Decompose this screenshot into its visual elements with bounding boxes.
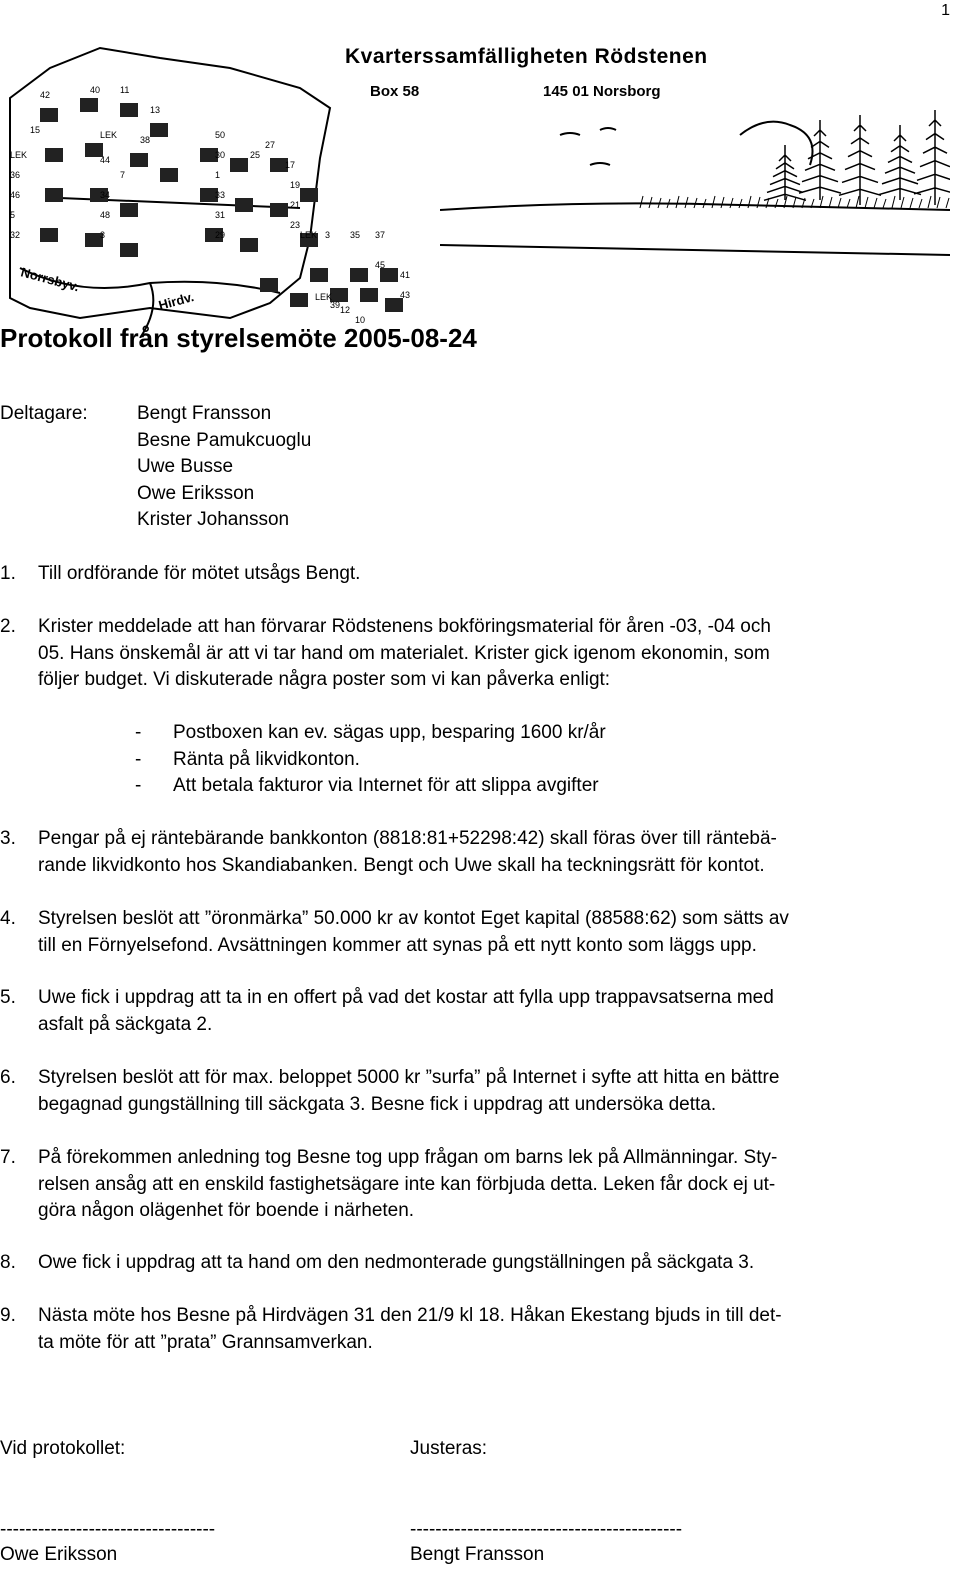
tree-drawing bbox=[764, 145, 806, 200]
svg-text:Hirdv.: Hirdv. bbox=[156, 289, 196, 313]
participants-label: Deltagare: bbox=[0, 403, 88, 424]
org-postal-address: 145 01 Norsborg bbox=[543, 83, 661, 100]
bullet-item: - Ränta på likvidkonton. bbox=[135, 747, 606, 774]
map-house-block bbox=[45, 148, 63, 162]
map-house-block bbox=[270, 203, 288, 217]
item-number: 4. bbox=[0, 908, 16, 929]
signature-line-right: ------------------------------------------- bbox=[410, 1519, 683, 1540]
map-label: 25 bbox=[250, 150, 261, 160]
map-label: 34 bbox=[100, 190, 111, 200]
map-label: LEK bbox=[100, 130, 118, 140]
letterhead bbox=[0, 20, 960, 325]
map-house-block bbox=[40, 228, 58, 242]
map-house-block bbox=[120, 243, 138, 257]
map-house-block bbox=[260, 278, 278, 292]
map-label: 10 bbox=[355, 315, 366, 325]
map-house-block bbox=[310, 268, 328, 282]
tree-drawing bbox=[839, 115, 881, 205]
map-label: 33 bbox=[215, 190, 226, 200]
map-house-block bbox=[230, 158, 248, 172]
participants-list bbox=[137, 401, 311, 534]
grass-stroke bbox=[883, 199, 886, 208]
map-label: 39 bbox=[330, 300, 341, 310]
map-house-block bbox=[120, 203, 138, 217]
map-label: 3 bbox=[100, 230, 106, 240]
grass-stroke bbox=[721, 197, 724, 208]
signature-line-left: ---------------------------------- bbox=[0, 1519, 216, 1540]
org-name: Kvarterssamfälligheten Rödstenen bbox=[345, 45, 708, 68]
map-house-block bbox=[120, 103, 138, 117]
map-label: 15 bbox=[30, 125, 41, 135]
map-label: 23 bbox=[290, 220, 301, 230]
map-label: 50 bbox=[215, 130, 226, 140]
map-label: 3 bbox=[325, 230, 331, 240]
grass-stroke bbox=[910, 198, 913, 208]
landscape-drawing bbox=[440, 100, 950, 300]
grass-stroke bbox=[919, 199, 922, 208]
map-label: 7 bbox=[120, 170, 126, 180]
grass-stroke bbox=[937, 197, 940, 208]
grass-stroke bbox=[676, 196, 679, 208]
map-label: 21 bbox=[290, 200, 301, 210]
grass-stroke bbox=[928, 196, 931, 208]
map-label: 30 bbox=[215, 150, 226, 160]
grass-stroke bbox=[865, 197, 868, 208]
item-text-line: ta möte för att ”prata” Grannsamverkan. bbox=[38, 1331, 373, 1353]
adjuster-name: Bengt Fransson bbox=[410, 1544, 545, 1565]
item-text-line: begagnad gungställning till säckgata 3. Besne fick i uppdrag att undersöka detta. bbox=[38, 1093, 717, 1115]
map-label: 11 bbox=[120, 85, 130, 95]
map-house-block bbox=[350, 268, 368, 282]
map-label: 35 bbox=[350, 230, 361, 240]
grass-stroke bbox=[946, 198, 949, 208]
map-label: 31 bbox=[215, 210, 226, 220]
map-label: 19 bbox=[290, 180, 301, 190]
item-text-line: Uwe fick i uppdrag att ta in en offert på vad det kostar att fylla upp trappavsatserna med bbox=[38, 987, 774, 1008]
agenda-item-2 bbox=[0, 614, 950, 694]
item-text-line: Krister meddelade att han förvarar Rödstenens bokföringsmaterial för åren -03, -04 och bbox=[38, 616, 771, 637]
grass-stroke bbox=[874, 198, 877, 208]
map-label: 37 bbox=[375, 230, 386, 240]
map-house-block bbox=[385, 298, 403, 312]
item-number: 9. bbox=[0, 1305, 16, 1326]
map-label: 43 bbox=[400, 290, 411, 300]
agenda-item-7 bbox=[0, 1145, 950, 1225]
map-label: LEK bbox=[10, 150, 28, 160]
map-house-block bbox=[360, 288, 378, 302]
page-number: 1 bbox=[941, 2, 950, 19]
secretary-name: Owe Eriksson bbox=[0, 1544, 118, 1565]
secretary-label: Vid protokollet: bbox=[0, 1438, 126, 1459]
item-text-line: 05. Hans önskemål är att vi tar hand om materialet. Krister gick igenom ekonomin, som bbox=[38, 642, 770, 664]
agenda-item-3 bbox=[0, 826, 950, 879]
agenda-item-5 bbox=[0, 985, 950, 1038]
grass-stroke bbox=[856, 196, 859, 208]
item-text-line: På förekommen anledning tog Besne tog upp frågan om barns lek på Allmänningar. Sty- bbox=[38, 1147, 778, 1168]
item-text-line: Pengar på ej räntebärande bankkonton (8818:81+52298:42) skall föras över till räntebä- bbox=[38, 828, 777, 849]
map-label: 40 bbox=[90, 85, 101, 95]
map-label: LEK bbox=[300, 230, 318, 240]
map-label: 48 bbox=[100, 210, 111, 220]
grass-stroke bbox=[712, 196, 715, 208]
grass-stroke bbox=[640, 196, 643, 208]
grass-stroke bbox=[730, 198, 733, 208]
item-text-line: till en Förnyelsefond. Avsättningen kommer att synas på ett nytt konto som läggs upp. bbox=[38, 934, 757, 956]
budget-bullet-list bbox=[135, 720, 606, 800]
item-number: 8. bbox=[0, 1252, 16, 1273]
org-box-address: Box 58 bbox=[370, 83, 420, 100]
item-text-line: Styrelsen beslöt att för max. beloppet 5000 kr ”surfa” på Internet i syfte att hitta en bättre bbox=[38, 1067, 780, 1088]
map-label: 32 bbox=[10, 230, 21, 240]
participant-name: Bengt Fransson bbox=[137, 403, 272, 424]
map-label: 17 bbox=[285, 160, 296, 170]
adjuster-label: Justeras: bbox=[410, 1438, 488, 1459]
tree-drawing bbox=[914, 110, 950, 205]
map-label: 27 bbox=[265, 140, 276, 150]
map-label: 46 bbox=[10, 190, 21, 200]
map-label: 45 bbox=[375, 260, 386, 270]
neighborhood-map-image bbox=[0, 38, 430, 338]
map-house-block bbox=[235, 198, 253, 212]
item-text-line: göra någon olägenhet för boende i närheten. bbox=[38, 1200, 415, 1222]
bullet-item: - Postboxen kan ev. sägas upp, besparing 1600 kr/år bbox=[135, 720, 606, 747]
map-label: 36 bbox=[10, 170, 21, 180]
participant-name: Krister Johansson bbox=[137, 509, 290, 531]
map-label: 13 bbox=[150, 105, 161, 115]
map-house-block bbox=[160, 168, 178, 182]
item-number: 5. bbox=[0, 987, 16, 1008]
map-label: 12 bbox=[340, 305, 351, 315]
item-text-line: Owe fick i uppdrag att ta hand om den nedmonterade gungställningen på säckgata 3. bbox=[38, 1252, 755, 1273]
map-house-block bbox=[130, 153, 148, 167]
agenda-item-8 bbox=[0, 1250, 950, 1277]
svg-text:Norrsbyv.: Norrsbyv. bbox=[19, 264, 81, 295]
agenda-item-1 bbox=[0, 561, 950, 588]
tree-drawing bbox=[879, 125, 921, 200]
item-number: 7. bbox=[0, 1147, 16, 1168]
item-number: 6. bbox=[0, 1067, 16, 1088]
map-house-block bbox=[150, 123, 168, 137]
map-label: 29 bbox=[215, 230, 226, 240]
page-title: Protokoll från styrelsemöte 2005-08-24 bbox=[0, 323, 477, 353]
map-label: 42 bbox=[40, 90, 51, 100]
tree-drawing bbox=[799, 120, 841, 200]
item-number: 3. bbox=[0, 828, 16, 849]
map-house-block bbox=[45, 188, 63, 202]
agenda-item-4 bbox=[0, 906, 950, 959]
grass-stroke bbox=[739, 199, 742, 208]
map-house-block bbox=[40, 108, 58, 122]
participant-name: Owe Eriksson bbox=[137, 482, 255, 504]
map-house-block bbox=[290, 293, 308, 307]
map-house-block bbox=[80, 98, 98, 112]
agenda-item-6 bbox=[0, 1065, 950, 1118]
item-text-line: rande likvidkonto hos Skandiabanken. Bengt och Uwe skall ha teckningsrätt för kontot. bbox=[38, 854, 765, 876]
participant-name: Besne Pamukcuoglu bbox=[137, 429, 312, 451]
item-text-line: följer budget. Vi diskuterade några poster som vi kan påverka enligt: bbox=[38, 669, 611, 691]
map-house-block bbox=[380, 268, 398, 282]
grass-stroke bbox=[685, 197, 688, 208]
map-house-block bbox=[300, 188, 318, 202]
item-number: 1. bbox=[0, 563, 16, 584]
grass-stroke bbox=[901, 197, 904, 208]
grass-stroke bbox=[892, 196, 895, 208]
item-number: 2. bbox=[0, 616, 16, 637]
item-text-line: asfalt på säckgata 2. bbox=[38, 1013, 213, 1035]
map-label: 1 bbox=[215, 170, 221, 180]
item-text-line: relsen ansåg att en enskild fastighetsägare inte kan förbjuda detta. Leken får dock ej ut- bbox=[38, 1173, 776, 1195]
item-text-line: Nästa möte hos Besne på Hirdvägen 31 den 21/9 kl 18. Håkan Ekestang bjuds in till det- bbox=[38, 1305, 782, 1326]
item-text-line: Styrelsen beslöt att ”öronmärka” 50.000 kr av kontot Eget kapital (88588:62) som sätts av bbox=[38, 908, 789, 929]
item-text-line: Till ordförande för mötet utsågs Bengt. bbox=[38, 563, 361, 584]
map-label: LEK bbox=[315, 292, 333, 302]
bullet-item: - Att betala fakturor via Internet för att slippa avgifter bbox=[135, 773, 606, 800]
map-label: 41 bbox=[400, 270, 411, 280]
agenda-item-9 bbox=[0, 1303, 950, 1356]
map-label: 44 bbox=[100, 155, 111, 165]
participant-name: Uwe Busse bbox=[137, 456, 234, 478]
map-label: 5 bbox=[10, 210, 16, 220]
map-label: 38 bbox=[140, 135, 151, 145]
map-house-block bbox=[240, 238, 258, 252]
